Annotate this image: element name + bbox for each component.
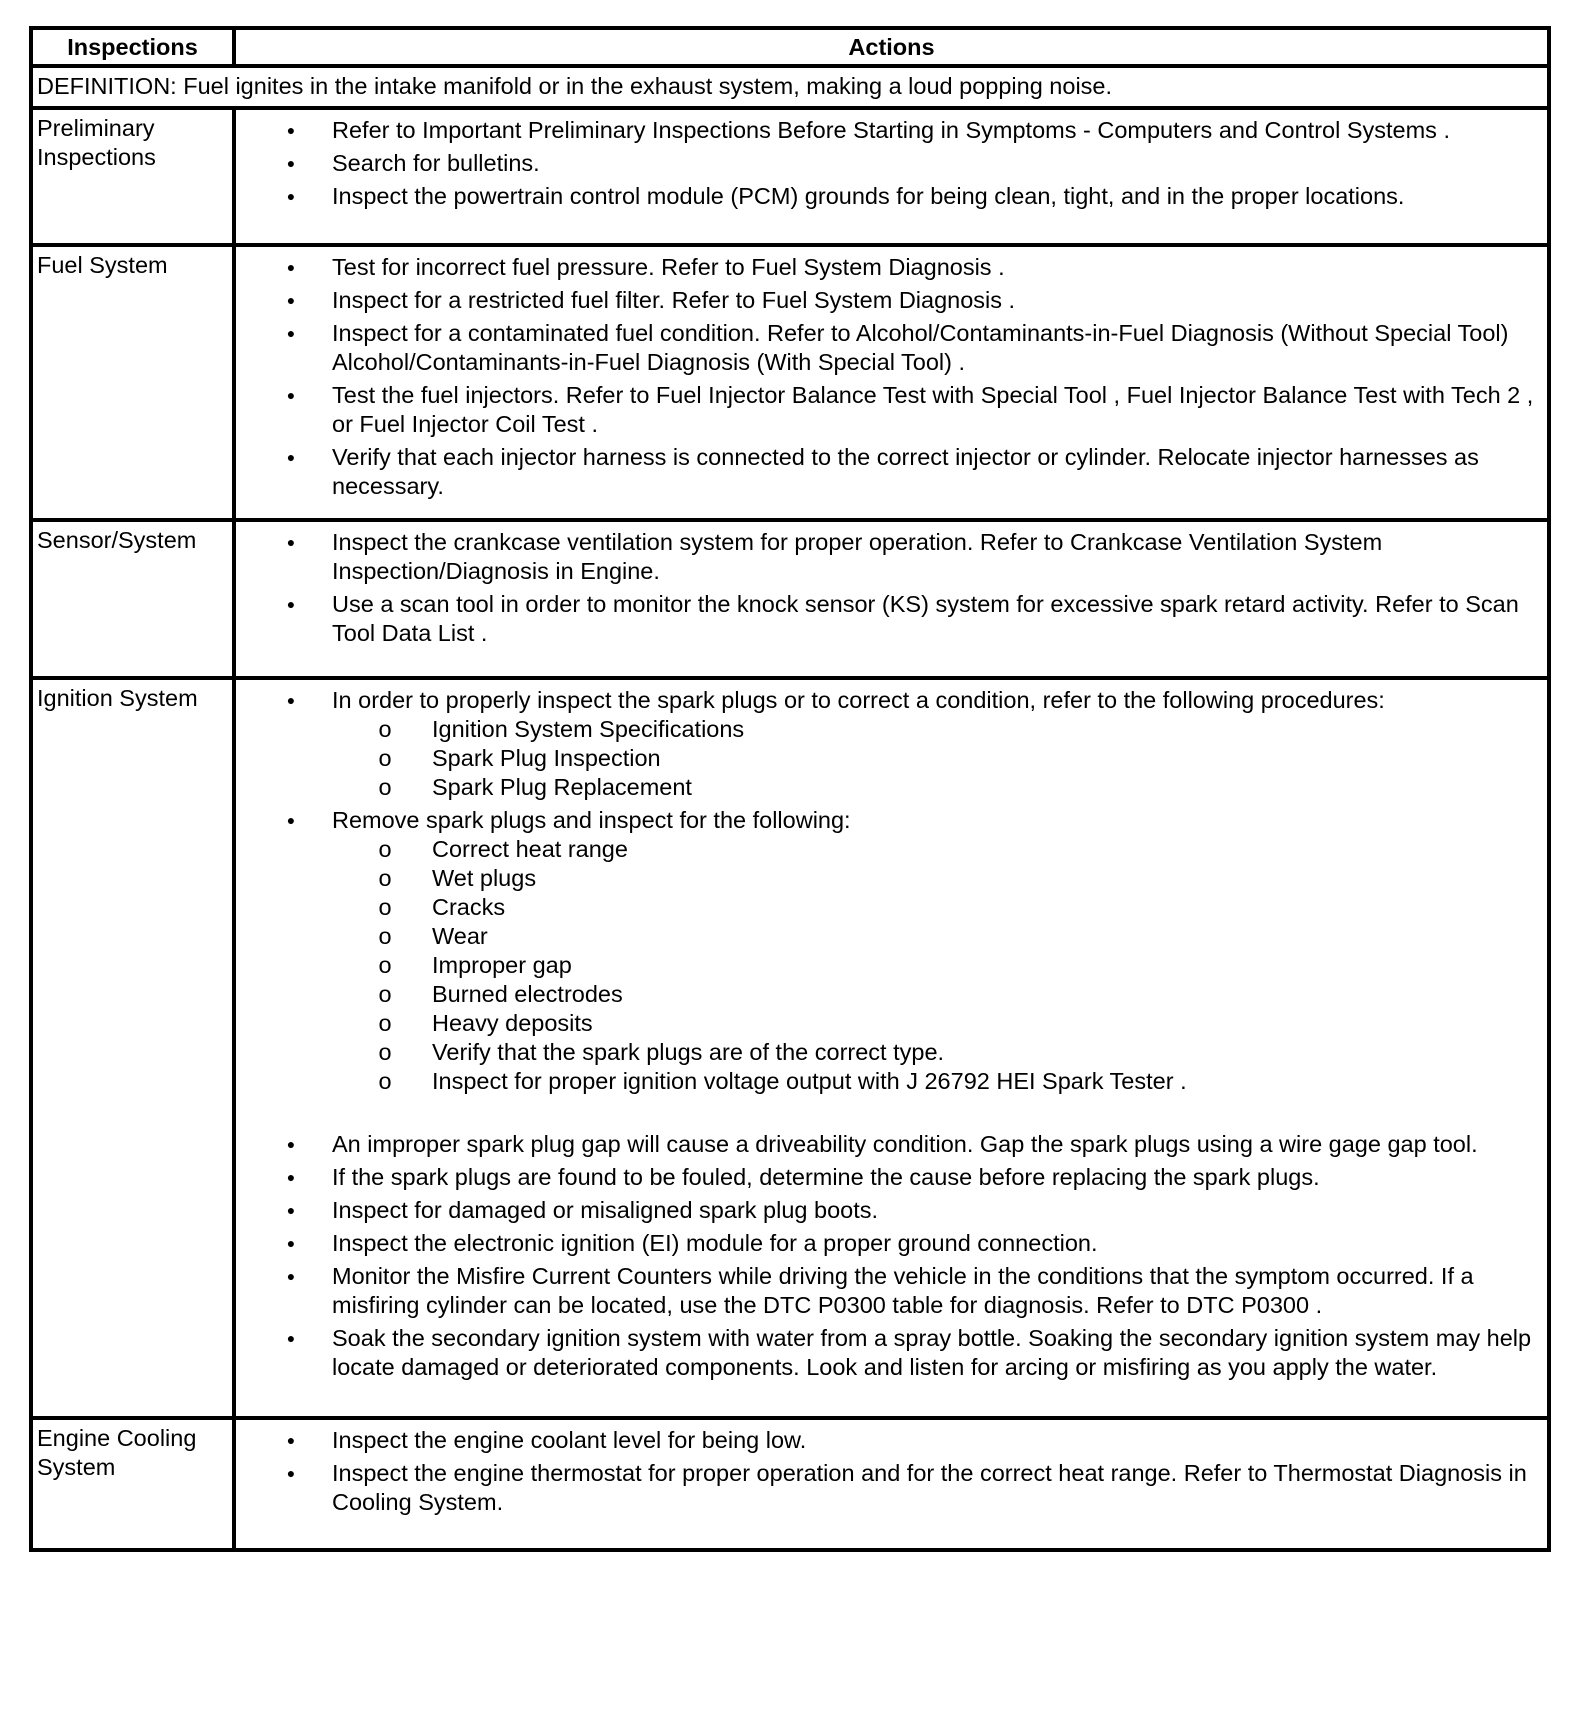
sub-item-text: Spark Plug Replacement [432,774,692,800]
sub-item-text: Wet plugs [432,865,537,891]
bullet-icon: ● [286,122,296,138]
action-text: Inspect for a contaminated fuel condition. Refer to Alcohol/Contaminants-in-Fuel Diagnosis (Without Special Tool) Alcohol/Contaminants-in-Fuel Diagnosis (With Special Tool) . [332,320,1509,375]
action-text: Search for bulletins. [332,150,540,176]
sub-bullet-icon: o [378,716,392,742]
sub-bullet-icon: o [378,745,392,771]
action-item [236,528,1543,586]
inspection-row [31,520,1549,678]
action-text: Soak the secondary ignition system with water from a spray bottle. Soaking the secondary ignition system may help locate damaged or deteriorated components. Look and listen for arcing or misfiring as you apply the water. [332,1325,1532,1380]
action-list [236,528,1543,648]
bullet-icon: ● [286,812,296,828]
sub-bullet-icon: o [378,894,392,920]
sub-item [332,980,1543,1009]
bullet-icon: ● [286,449,296,465]
sub-item [332,864,1543,893]
actions-cell [234,245,1549,520]
sub-item-text: Heavy deposits [432,1010,593,1036]
bullet-icon: ● [286,325,296,341]
actions-cell [234,678,1549,1418]
action-list [236,1426,1543,1517]
sub-bullet-icon: o [378,1039,392,1065]
sub-item-text: Wear [432,923,488,949]
bullet-icon: ● [286,1465,296,1481]
header-row [31,28,1549,66]
action-item [236,182,1543,211]
action-item [236,1262,1543,1320]
action-item [236,1324,1543,1382]
definition-row [31,66,1549,108]
action-item [236,319,1543,377]
sub-bullet-icon: o [378,865,392,891]
bullet-icon: ● [286,692,296,708]
action-text: Inspect the engine coolant level for being low. [332,1427,807,1453]
definition-text: DEFINITION: Fuel ignites in the intake manifold or in the exhaust system, making a loud popping noise. [31,66,1549,108]
action-text: In order to properly inspect the spark plugs or to correct a condition, refer to the following procedures: [332,687,1385,713]
action-text: If the spark plugs are found to be fouled, determine the cause before replacing the spark plugs. [332,1164,1320,1190]
bullet-icon: ● [286,188,296,204]
action-item [236,1130,1543,1159]
action-item [236,253,1543,282]
sub-item-text: Burned electrodes [432,981,623,1007]
action-list [236,116,1543,211]
inspection-row [31,1418,1549,1550]
action-text: Use a scan tool in order to monitor the knock sensor (KS) system for excessive spark retard activity. Refer to Scan Tool Data List . [332,591,1519,646]
sub-item [332,773,1543,802]
bullet-icon: ● [286,1268,296,1284]
bullet-icon: ● [286,259,296,275]
inspection-table [29,26,1551,1552]
action-list [236,253,1543,501]
bullet-icon: ● [286,1169,296,1185]
action-text: Verify that each injector harness is connected to the correct injector or cylinder. Relocate injector harnesses as necessary. [332,444,1479,499]
header-inspections: Inspections [31,28,234,66]
sub-item-text: Correct heat range [432,836,628,862]
action-text: Inspect the powertrain control module (PCM) grounds for being clean, tight, and in the proper locations. [332,183,1405,209]
sub-item-text: Cracks [432,894,506,920]
inspection-label: Engine Cooling System [31,1418,234,1550]
action-item [236,1426,1543,1455]
inspection-label: Sensor/System [31,520,234,678]
inspection-row [31,678,1549,1418]
bullet-icon: ● [286,1330,296,1346]
action-list [236,686,1543,1382]
action-text: Monitor the Misfire Current Counters while driving the vehicle in the conditions that the symptom occurred. If a misfiring cylinder can be located, use the DTC P0300 table for diagnosis. Refer to DTC P0300 . [332,1263,1474,1318]
action-item [236,381,1543,439]
bullet-icon: ● [286,155,296,171]
inspection-row [31,245,1549,520]
action-text: Inspect the crankcase ventilation system for proper operation. Refer to Crankcase Ventilation System Inspection/Diagnosis in Engine. [332,529,1383,584]
bullet-icon: ● [286,292,296,308]
bullet-icon: ● [286,1235,296,1251]
sub-item [332,715,1543,744]
actions-cell [234,108,1549,245]
header-actions: Actions [234,28,1549,66]
action-text: Inspect for a restricted fuel filter. Refer to Fuel System Diagnosis . [332,287,1016,313]
action-item [236,149,1543,178]
sub-item [332,1009,1543,1038]
action-text: Inspect the engine thermostat for proper operation and for the correct heat range. Refer to Thermostat Diagnosis in Cooling System. [332,1460,1527,1515]
sub-bullet-icon: o [378,836,392,862]
action-item [236,1196,1543,1225]
sub-bullet-icon: o [378,1010,392,1036]
sub-item-text: Inspect for proper ignition voltage output with J 26792 HEI Spark Tester . [432,1068,1187,1094]
action-text: Remove spark plugs and inspect for the following: [332,807,851,833]
action-item [236,1163,1543,1192]
action-item [236,116,1543,145]
sub-bullet-icon: o [378,923,392,949]
action-item [236,1459,1543,1517]
sub-bullet-icon: o [378,981,392,1007]
action-text: Test the fuel injectors. Refer to Fuel Injector Balance Test with Special Tool , Fuel Injector Balance Test with Tech 2 , or Fuel Injector Coil Test . [332,382,1534,437]
sub-bullet-icon: o [378,774,392,800]
sub-item-text: Verify that the spark plugs are of the correct type. [432,1039,945,1065]
inspection-row [31,108,1549,245]
sub-item-text: Improper gap [432,952,572,978]
action-text: Refer to Important Preliminary Inspections Before Starting in Symptoms - Computers and Control Systems . [332,117,1450,143]
action-item [236,590,1543,648]
action-item [236,806,1543,1096]
action-item [236,686,1543,802]
action-item [236,443,1543,501]
sub-item [332,744,1543,773]
sub-bullet-icon: o [378,1068,392,1094]
action-text: Inspect the electronic ignition (EI) module for a proper ground connection. [332,1230,1098,1256]
sub-item [332,951,1543,980]
action-text: Inspect for damaged or misaligned spark plug boots. [332,1197,879,1223]
sub-item-text: Spark Plug Inspection [432,745,661,771]
bullet-icon: ● [286,1432,296,1448]
sub-list [332,835,1543,1096]
inspection-label: Ignition System [31,678,234,1418]
actions-cell [234,520,1549,678]
action-text: Test for incorrect fuel pressure. Refer to Fuel System Diagnosis . [332,254,1005,280]
action-item [236,1229,1543,1258]
action-text: An improper spark plug gap will cause a driveability condition. Gap the spark plugs using a wire gage gap tool. [332,1131,1478,1157]
sub-item [332,893,1543,922]
bullet-icon: ● [286,1136,296,1152]
sub-item [332,1038,1543,1067]
action-item [236,286,1543,315]
sub-bullet-icon: o [378,952,392,978]
bullet-icon: ● [286,387,296,403]
inspection-label: Fuel System [31,245,234,520]
bullet-icon: ● [286,1202,296,1218]
sub-list [332,715,1543,802]
bullet-icon: ● [286,534,296,550]
inspection-label: Preliminary Inspections [31,108,234,245]
sub-item [332,835,1543,864]
actions-cell [234,1418,1549,1550]
sub-item [332,922,1543,951]
sub-item [332,1067,1543,1096]
sub-item-text: Ignition System Specifications [432,716,745,742]
bullet-icon: ● [286,596,296,612]
